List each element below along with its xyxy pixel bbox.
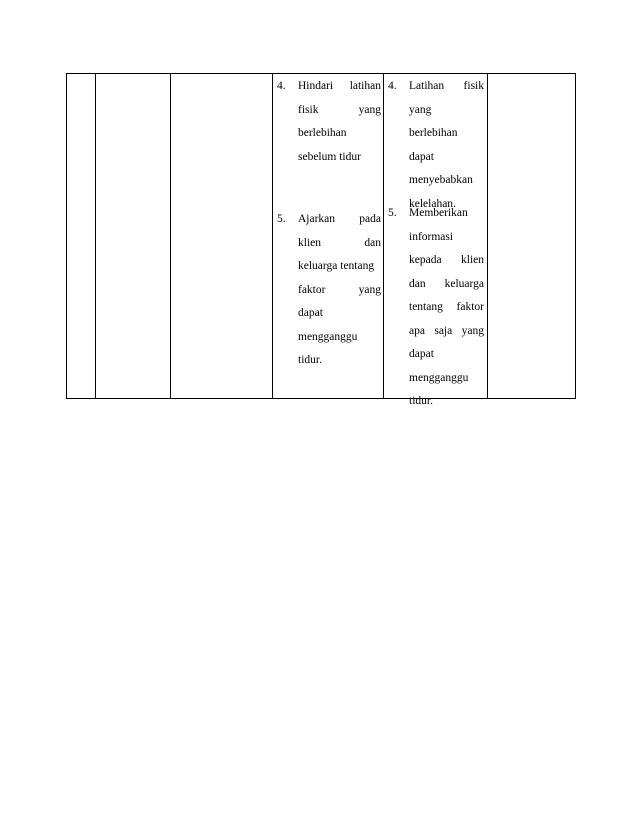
- text-line: fisik yang: [298, 103, 381, 116]
- item-number: 5.: [277, 213, 286, 225]
- text-line: mengganggu: [298, 330, 358, 343]
- item-text: [298, 208, 381, 373]
- text-line: Hindari latihan: [298, 80, 381, 92]
- column-divider: [95, 74, 96, 398]
- text-line: kelelahan.: [409, 197, 456, 210]
- text-line: keluarga tentang: [298, 260, 375, 272]
- intervention-item-4: [277, 75, 381, 175]
- item-number: 4.: [277, 80, 286, 92]
- text-line: sebelum tidur: [298, 150, 361, 163]
- column-divider: [487, 74, 488, 398]
- text-line: dan keluarga: [409, 277, 484, 290]
- item-text: [298, 75, 381, 169]
- text-line: tentang faktor: [409, 301, 484, 313]
- item-number: 5.: [388, 207, 397, 219]
- text-line: menyebabkan: [409, 174, 473, 186]
- text-line: dapat: [298, 307, 323, 319]
- rationale-cell: [384, 74, 487, 407]
- column-divider: [170, 74, 171, 398]
- text-line: berlebihan: [409, 127, 458, 139]
- intervention-cell: [273, 74, 383, 398]
- item-text: [409, 75, 484, 216]
- text-line: klien dan: [298, 236, 381, 249]
- text-line: Memberikan: [409, 207, 468, 219]
- text-line: dapat: [409, 348, 434, 360]
- item-text: [409, 202, 484, 414]
- text-line: dapat: [409, 150, 434, 163]
- text-line: informasi: [409, 230, 454, 243]
- text-line: tidur.: [409, 395, 433, 407]
- nursing-plan-table: [66, 73, 576, 407]
- text-line: Ajarkan pada: [298, 213, 381, 225]
- item-number: 4.: [388, 80, 397, 92]
- rationale-item-5: [388, 202, 484, 407]
- text-line: Latihan fisik: [409, 80, 484, 92]
- intervention-item-5: [277, 208, 381, 378]
- text-line: tidur.: [298, 354, 322, 366]
- text-line: kepada klien: [409, 254, 484, 266]
- text-line: berlebihan: [298, 127, 347, 139]
- text-line: apa saja yang: [409, 324, 484, 337]
- text-line: yang: [409, 103, 432, 116]
- text-line: mengganggu: [409, 371, 469, 384]
- rationale-item-4: [388, 75, 484, 210]
- text-line: faktor yang: [298, 283, 381, 296]
